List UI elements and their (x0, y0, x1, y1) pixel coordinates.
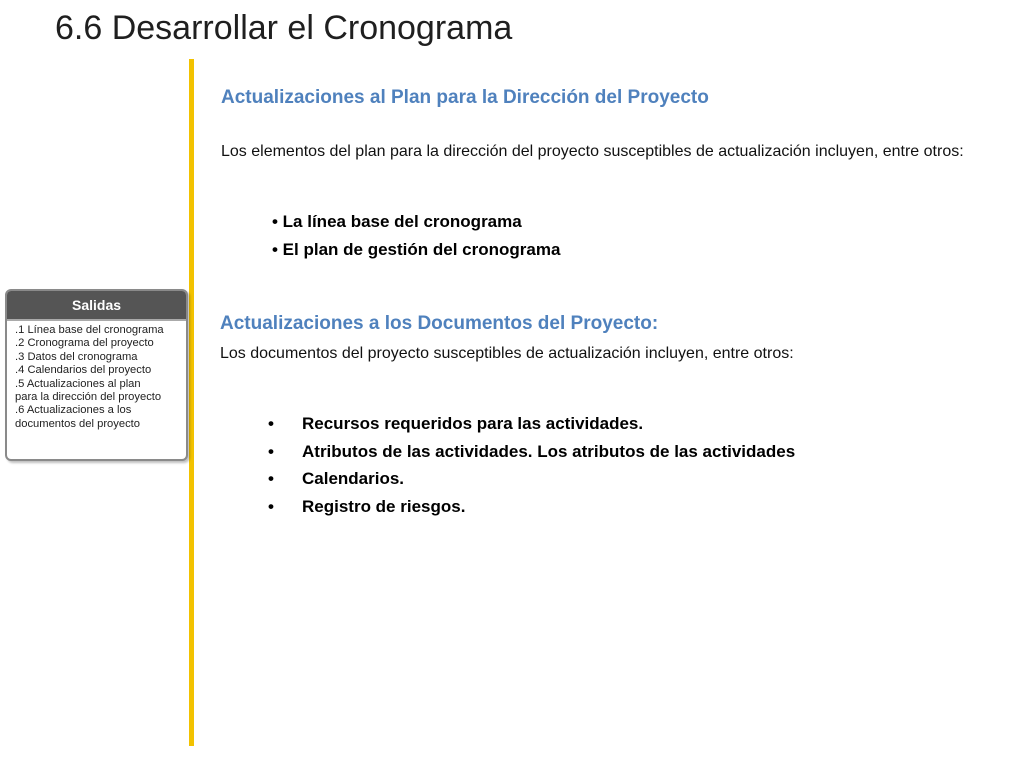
section1-list (272, 208, 560, 264)
list-item: • La línea base del cronograma (272, 212, 522, 231)
section2-text: Los documentos del proyecto susceptibles de actualización incluyen, entre otros: (220, 345, 794, 362)
list-item: • El plan de gestión del cronograma (272, 240, 561, 259)
bullet: • (268, 469, 274, 488)
outputs-box (5, 289, 188, 461)
outputs-item: .6 Actualizaciones a los (15, 404, 132, 417)
list-item (268, 465, 795, 493)
list-item-text: Atributos de las actividades. Los atributos de las actividades (302, 441, 796, 461)
list-item-text: Recursos requeridos para las actividades. (302, 414, 644, 433)
outputs-item: .4 Calendarios del proyecto (15, 364, 152, 377)
outputs-box-header: Salidas (7, 291, 186, 321)
bullet: • (268, 414, 274, 433)
list-item (268, 410, 795, 438)
outputs-item: .2 Cronograma del proyecto (15, 337, 154, 350)
list-item (268, 438, 795, 466)
outputs-item: para la dirección del proyecto (15, 391, 162, 404)
outputs-item: .5 Actualizaciones al plan (15, 377, 141, 390)
vertical-divider (189, 59, 194, 746)
list-item-text: Registro de riesgos. (302, 496, 466, 516)
slide-title: 6.6 Desarrollar el Cronograma (55, 9, 513, 47)
outputs-item: .1 Línea base del cronograma (15, 324, 164, 336)
bullet: • (268, 496, 274, 516)
section2-list (268, 410, 795, 520)
list-item (268, 493, 795, 521)
outputs-item: documentos del proyecto (15, 417, 141, 430)
bullet: • (268, 441, 274, 461)
outputs-list (7, 321, 186, 431)
outputs-item: .3 Datos del cronograma (15, 350, 138, 363)
list-item-text: Calendarios. (302, 469, 405, 488)
section1-text: Los elementos del plan para la dirección del proyecto susceptibles de actualización incluyen, entre otros: (221, 143, 964, 160)
section2-heading: Actualizaciones a los Documentos del Proyecto: (220, 313, 659, 334)
section1-heading: Actualizaciones al Plan para la Dirección del Proyecto (221, 87, 709, 108)
